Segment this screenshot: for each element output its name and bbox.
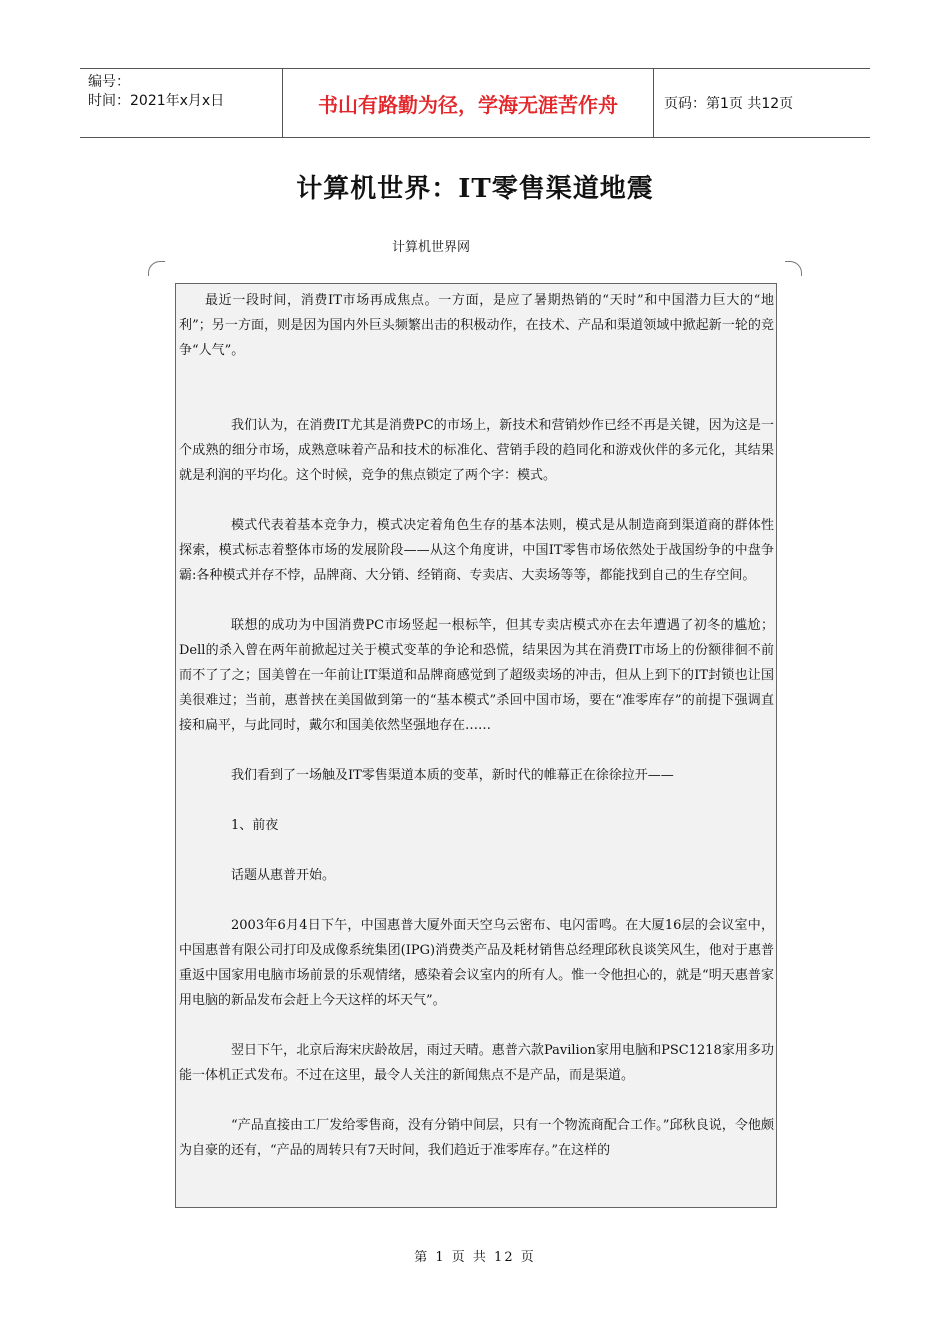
article-body-frame	[175, 283, 777, 1208]
source-label: 计算机世界网	[392, 240, 471, 255]
paragraph-gap	[179, 1088, 774, 1113]
paragraph-gap	[179, 588, 774, 613]
number-label: 编号：	[88, 74, 130, 90]
paragraph-gap	[179, 838, 774, 863]
paragraph-9: “产品直接由工厂发给零售商，没有分销中间层，只有一个物流商配合工作。”邱秋良说，令他颇为自豪的还有，“产品的周转只有7天时间，我们趋近于准零库存。”在这样的	[179, 1118, 774, 1158]
motto-text: 书山有路勤为径，学海无涯苦作舟	[318, 92, 618, 117]
paragraph-gap	[179, 488, 774, 513]
header-meta-cell	[80, 69, 282, 137]
frame-corner-left	[148, 261, 165, 276]
paragraph-6: 话题从惠普开始。	[231, 868, 336, 883]
paragraph-gap	[179, 1013, 774, 1038]
time-label: 时间：2021年x月x日	[88, 93, 225, 109]
document-title: 计算机世界：IT零售渠道地震	[296, 174, 654, 204]
paragraph-7: 2003年6月4日下午，中国惠普大厦外面天空乌云密布、电闪雷鸣。在大厦16层的会议室中，中国惠普有限公司打印及成像系统集团(IPG)消费类产品及耗材销售总经理邱秋良谈笑风生，他对于惠普重返中国家用电脑市场前景的乐观情绪，感染着会议室内的所有人。惟一令他担心的，就是“明天惠普家用电脑的新品发布会赶上今天这样的坏天气”。	[179, 918, 774, 1008]
frame-corner-right	[785, 261, 802, 276]
motto-cell	[282, 69, 654, 137]
paragraph-1: 最近一段时间，消费IT市场再成焦点。一方面，是应了暑期热销的“天时”和中国潜力巨大的“地利”；另一方面，则是因为国内外巨头频繁出击的积极动作，在技术、产品和渠道领域中掀起新一轮的竞争“人气”。	[179, 293, 774, 358]
paragraph-8: 翌日下午，北京后海宋庆龄故居，雨过天晴。惠普六款Pavilion家用电脑和PSC1218家用多功能一体机正式发布。不过在这里，最令人关注的新闻焦点不是产品，而是渠道。	[179, 1043, 774, 1083]
page-footer: 第 1 页 共 12 页	[414, 1250, 536, 1265]
section-heading: 1、前夜	[231, 818, 279, 833]
paragraph-gap	[179, 888, 774, 913]
header-table	[80, 68, 870, 138]
paragraph-5: 我们看到了一场触及IT零售渠道本质的变革，新时代的帷幕正在徐徐拉开——	[231, 768, 674, 783]
page-info-cell	[654, 69, 870, 137]
paragraph-2: 我们认为，在消费IT尤其是消费PC的市场上，新技术和营销炒作已经不再是关键，因为这是一个成熟的细分市场，成熟意味着产品和技术的标准化、营销手段的趋同化和游戏伙伴的多元化，其结果就是利润的平均化。这个时候，竞争的焦点锁定了两个字：模式。	[179, 418, 774, 483]
paragraph-gap	[179, 363, 774, 413]
paragraph-gap	[179, 788, 774, 813]
paragraph-4: 联想的成功为中国消费PC市场竖起一根标竿，但其专卖店模式亦在去年遭遇了初冬的尴尬；Dell的杀入曾在两年前掀起过关于模式变革的争论和恐慌，结果因为其在消费IT市场上的份额徘徊不前而不了了之；国美曾在一年前让IT渠道和品牌商感觉到了超级卖场的冲击，但从上到下的IT封锁也让国美很难过；当前，惠普挟在美国做到第一的“基本模式”杀回中国市场，要在“准零库存”的前提下强调直接和扁平，与此同时，戴尔和国美依然坚强地存在……	[179, 618, 774, 733]
paragraph-gap	[179, 738, 774, 763]
paragraph-3: 模式代表着基本竞争力，模式决定着角色生存的基本法则，模式是从制造商到渠道商的群体性探索，模式标志着整体市场的发展阶段——从这个角度讲，中国IT零售市场依然处于战国纷争的中盘争霸:各种模式并存不悖，品牌商、大分销、经销商、专卖店、大卖场等等，都能找到自己的生存空间。	[179, 518, 774, 583]
page-info-text: 页码：第1页 共12页	[664, 96, 794, 112]
